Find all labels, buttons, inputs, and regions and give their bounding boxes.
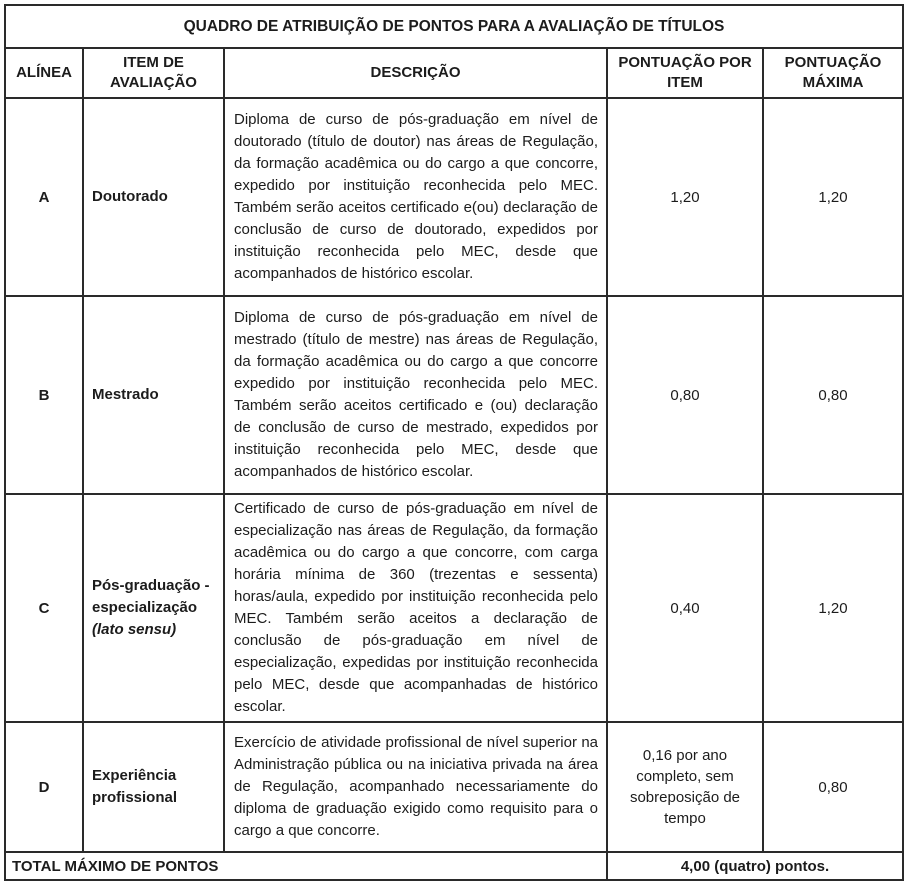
col-header-descricao: DESCRIÇÃO xyxy=(224,48,607,98)
item-label: Pós-graduação - especialização xyxy=(92,577,210,617)
total-label: TOTAL MÁXIMO DE PONTOS xyxy=(5,852,607,880)
max-points-cell: 1,20 xyxy=(763,98,903,296)
alinea-cell: C xyxy=(5,494,83,722)
points-per-item-cell: 0,80 xyxy=(607,296,763,494)
item-note-lato-sensu: (lato sensu) xyxy=(92,620,177,638)
col-header-item: ITEM DE AVALIAÇÃO xyxy=(83,48,224,98)
alinea-cell: A xyxy=(5,98,83,296)
alinea-cell: B xyxy=(5,296,83,494)
max-points-cell: 0,80 xyxy=(763,722,903,852)
col-header-pontuacao-por-item: PONTUAÇÃO POR ITEM xyxy=(607,48,763,98)
item-cell: Doutorado xyxy=(83,98,224,296)
col-header-alinea: ALÍNEA xyxy=(5,48,83,98)
points-per-item-cell: 0,16 por ano completo, sem sobreposição de tempo xyxy=(607,722,763,852)
item-cell: Experiência profissional xyxy=(83,722,224,852)
table-row-b xyxy=(5,296,903,494)
description-cell: Diploma de curso de pós-graduação em nível de doutorado (título de doutor) nas áreas de Regulação, da formação acadêmica ou do cargo a que concorre, expedido por instituição reconhecida pelo MEC. Também serão aceitos certificado e(ou) declaração de conclusão de curso de doutorado, expedidos por instituição reconhecida pelo MEC, desde que acompanhados de histórico escolar. xyxy=(224,98,607,296)
points-per-item-cell: 1,20 xyxy=(607,98,763,296)
alinea-cell: D xyxy=(5,722,83,852)
total-value: 4,00 (quatro) pontos. xyxy=(607,852,903,880)
description-cell: Certificado de curso de pós-graduação em nível de especialização nas áreas de Regulação, da formação acadêmica ou do cargo a que concorre, com carga horária mínima de 360 (trezentas e sessenta) horas/aula, expedido por instituição reconhecida pelo MEC. Também serão aceitos a declaração de conclusão de pós-graduação em nível de especialização, expedidas por instituição reconhecida pelo MEC, desde que acompanhadas de histórico escolar. xyxy=(224,494,607,722)
table-title: QUADRO DE ATRIBUIÇÃO DE PONTOS PARA A AVALIAÇÃO DE TÍTULOS xyxy=(5,5,903,48)
points-per-item-cell: 0,40 xyxy=(607,494,763,722)
max-points-cell: 1,20 xyxy=(763,494,903,722)
table-row-a xyxy=(5,98,903,296)
col-header-pontuacao-maxima: PONTUAÇÃO MÁXIMA xyxy=(763,48,903,98)
max-points-cell: 0,80 xyxy=(763,296,903,494)
table-row-d xyxy=(5,722,903,852)
description-cell: Exercício de atividade profissional de nível superior na Administração pública ou na iniciativa privada na área de Regulação, acompanhado necessariamente do diploma de graduação exigido como requisito para o cargo a que concorre. xyxy=(224,722,607,852)
description-cell: Diploma de curso de pós-graduação em nível de mestrado (título de mestre) nas áreas de Regulação, da formação acadêmica ou do cargo a que concorre expedido por instituição reconhecida pelo MEC. Também serão aceitos certificado e (ou) declaração de conclusão de curso de mestrado, expedidos por instituição reconhecida pelo MEC, desde que acompanhados de histórico escolar. xyxy=(224,296,607,494)
score-attribution-table xyxy=(4,4,904,881)
table-header-row xyxy=(5,48,903,98)
table-title-row xyxy=(5,5,903,48)
table-total-row xyxy=(5,852,903,880)
item-cell xyxy=(83,494,224,722)
item-cell: Mestrado xyxy=(83,296,224,494)
table-row-c xyxy=(5,494,903,722)
